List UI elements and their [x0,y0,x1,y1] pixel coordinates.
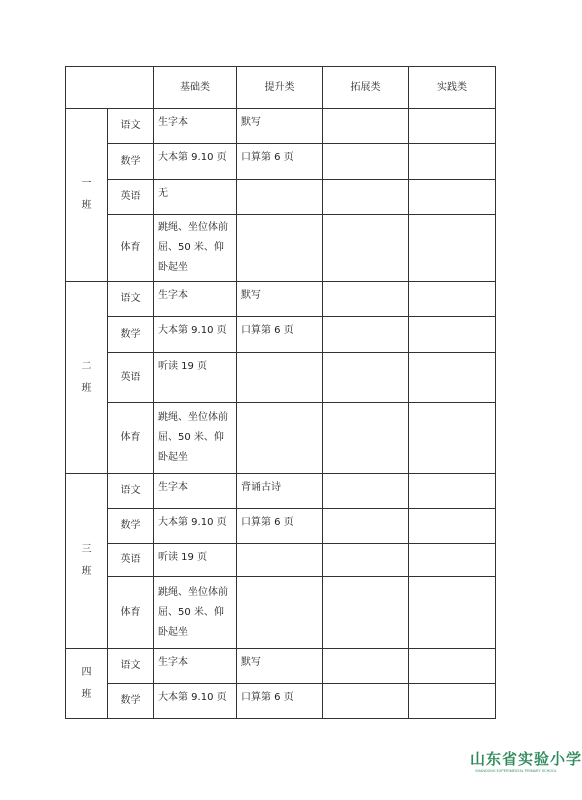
header-improve: 提升类 [237,67,323,109]
expand-cell [323,109,409,144]
class-label: 一 班 [66,109,108,282]
practice-cell [409,317,496,353]
expand-cell [323,144,409,180]
school-logo-english: SHANDONG EXPERIMENTAL PRIMARY SCHOOL [475,769,557,773]
practice-cell [409,649,496,684]
table-row [66,353,496,403]
improve-math-cell: 口算第 6 页 [237,317,323,353]
practice-cell [409,509,496,544]
table-row [66,215,496,282]
header-basic: 基础类 [154,67,237,109]
basic-math-cell: 大本第 9.10 页 [154,144,237,180]
improve-english-cell [237,180,323,215]
expand-cell [323,282,409,317]
improve-pe-cell [237,403,323,474]
practice-cell [409,180,496,215]
school-logo [470,748,582,773]
basic-math-cell: 大本第 9.10 页 [154,317,237,353]
practice-cell [409,684,496,719]
expand-cell [323,353,409,403]
class-label: 四 班 [66,649,108,719]
expand-cell [323,317,409,353]
improve-math-cell: 口算第 6 页 [237,509,323,544]
subject-cell: 英语 [108,353,154,403]
basic-english-cell: 听读 19 页 [154,544,237,577]
class-label: 三 班 [66,474,108,649]
subject-cell: 数学 [108,684,154,719]
practice-cell [409,544,496,577]
expand-cell [323,577,409,649]
practice-cell [409,109,496,144]
table-row [66,317,496,353]
expand-cell [323,649,409,684]
improve-pe-cell [237,577,323,649]
basic-chinese-cell: 生字本 [154,649,237,684]
improve-chinese-cell: 默写 [237,649,323,684]
homework-table-body [66,67,496,719]
class-label: 二 班 [66,282,108,474]
basic-pe-cell: 跳绳、坐位体前屈、50 米、仰卧起坐 [154,577,237,649]
basic-chinese-cell: 生字本 [154,474,237,509]
expand-cell [323,403,409,474]
improve-english-cell [237,353,323,403]
table-row [66,109,496,144]
table-row [66,282,496,317]
practice-cell [409,144,496,180]
improve-english-cell [237,544,323,577]
table-row [66,474,496,509]
basic-math-cell: 大本第 9.10 页 [154,509,237,544]
school-logo-name: 山东省实验小学 [470,750,582,768]
homework-table [65,66,496,719]
table-row [66,180,496,215]
basic-math-cell: 大本第 9.10 页 [154,684,237,719]
subject-cell: 语文 [108,474,154,509]
basic-english-cell: 无 [154,180,237,215]
practice-cell [409,474,496,509]
header-expand: 拓展类 [323,67,409,109]
basic-pe-cell: 跳绳、坐位体前屈、50 米、仰卧起坐 [154,215,237,282]
expand-cell [323,180,409,215]
basic-chinese-cell: 生字本 [154,282,237,317]
subject-cell: 体育 [108,215,154,282]
table-row [66,144,496,180]
improve-chinese-cell: 背诵古诗 [237,474,323,509]
subject-cell: 语文 [108,649,154,684]
improve-chinese-cell: 默写 [237,282,323,317]
practice-cell [409,353,496,403]
practice-cell [409,577,496,649]
expand-cell [323,509,409,544]
improve-math-cell: 口算第 6 页 [237,684,323,719]
header-blank-cell [66,67,154,109]
subject-cell: 数学 [108,317,154,353]
subject-cell: 语文 [108,282,154,317]
improve-chinese-cell: 默写 [237,109,323,144]
expand-cell [323,684,409,719]
basic-chinese-cell: 生字本 [154,109,237,144]
subject-cell: 体育 [108,577,154,649]
basic-pe-cell: 跳绳、坐位体前屈、50 米、仰卧起坐 [154,403,237,474]
expand-cell [323,215,409,282]
improve-pe-cell [237,215,323,282]
header-row [66,67,496,109]
subject-cell: 语文 [108,109,154,144]
table-row [66,649,496,684]
improve-math-cell: 口算第 6 页 [237,144,323,180]
table-row [66,509,496,544]
practice-cell [409,215,496,282]
expand-cell [323,544,409,577]
practice-cell [409,282,496,317]
subject-cell: 英语 [108,544,154,577]
header-practice: 实践类 [409,67,496,109]
table-row [66,577,496,649]
table-row [66,403,496,474]
table-row [66,544,496,577]
subject-cell: 英语 [108,180,154,215]
basic-english-cell: 听读 19 页 [154,353,237,403]
subject-cell: 数学 [108,509,154,544]
subject-cell: 体育 [108,403,154,474]
table-row [66,684,496,719]
subject-cell: 数学 [108,144,154,180]
expand-cell [323,474,409,509]
practice-cell [409,403,496,474]
